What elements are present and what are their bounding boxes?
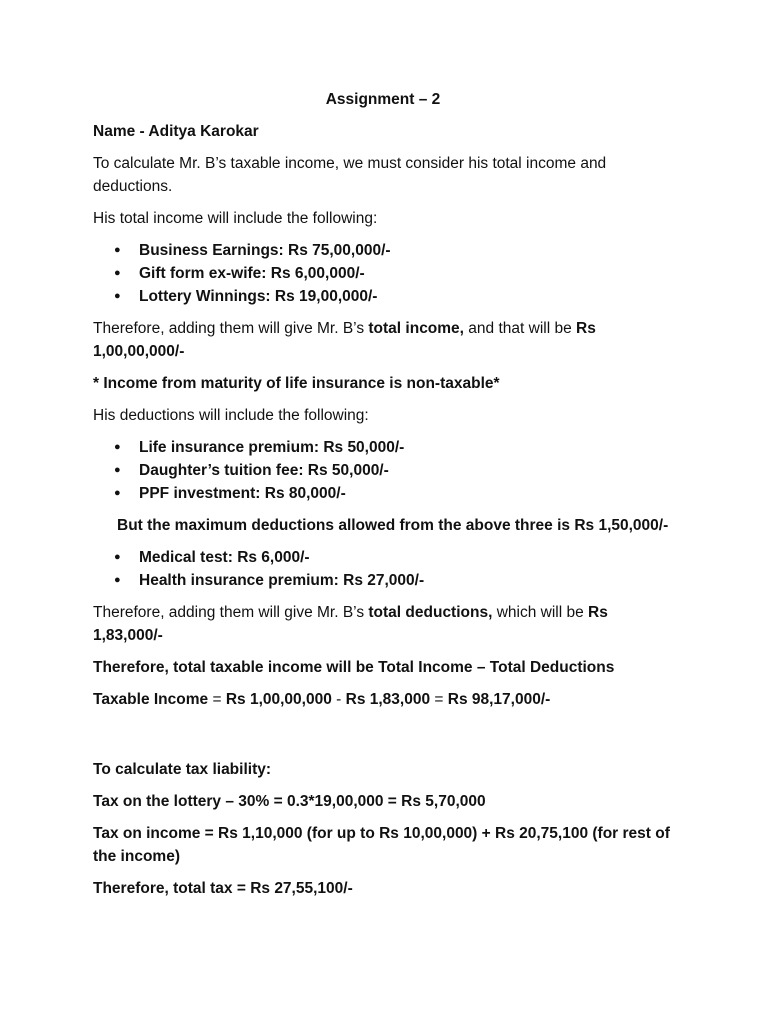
deduction-list-b (93, 546, 673, 592)
document-title: Assignment – 2 (325, 91, 441, 108)
list-item: ● Health insurance premium: Rs 27,000/- (93, 569, 673, 592)
max-deduction-note: But the maximum deductions allowed from the above three is Rs 1,50,000/- (117, 517, 669, 534)
taxable-statement: Therefore, total taxable income will be Total Income – Total Deductions (93, 659, 615, 676)
list-item: ● PPF investment: Rs 80,000/- (93, 482, 673, 505)
lottery-tax-line: Tax on the lottery – 30% = 0.3*19,00,000 = Rs 5,70,000 (93, 793, 486, 810)
liability-heading: To calculate tax liability: (93, 761, 272, 778)
list-item: ● Medical test: Rs 6,000/- (93, 546, 673, 569)
total-income-paragraph: Therefore, adding them will give Mr. B’s total income, and that will be Rs 1,00,00,000/- (93, 320, 596, 360)
taxable-calculation: Taxable Income = Rs 1,00,00,000 - Rs 1,83,000 = Rs 98,17,000/- (93, 691, 551, 708)
list-item: ● Gift form ex-wife: Rs 6,00,000/- (93, 262, 673, 285)
deduction-list-a (93, 436, 673, 505)
income-list (93, 239, 673, 308)
total-deductions-paragraph: Therefore, adding them will give Mr. B’s total deductions, which will be Rs 1,83,000/- (93, 604, 608, 644)
list-item: ● Life insurance premium: Rs 50,000/- (93, 436, 673, 459)
author-name: Name - Aditya Karokar (93, 123, 259, 140)
intro-paragraph: To calculate Mr. B’s taxable income, we must consider his total income and deductions. (93, 155, 607, 195)
list-item: ● Daughter’s tuition fee: Rs 50,000/- (93, 459, 673, 482)
list-item: ● Lottery Winnings: Rs 19,00,000/- (93, 285, 673, 308)
list-item: ● Business Earnings: Rs 75,00,000/- (93, 239, 673, 262)
spacer (93, 720, 673, 758)
income-tax-line: Tax on income = Rs 1,10,000 (for up to Rs 10,00,000) + Rs 20,75,100 (for rest of the income) (93, 825, 670, 865)
insurance-note: * Income from maturity of life insurance is non-taxable* (93, 375, 500, 392)
document-body (93, 88, 673, 909)
deduction-heading: His deductions will include the following: (93, 407, 369, 424)
income-heading: His total income will include the following: (93, 210, 378, 227)
total-tax-line: Therefore, total tax = Rs 27,55,100/- (93, 880, 353, 897)
